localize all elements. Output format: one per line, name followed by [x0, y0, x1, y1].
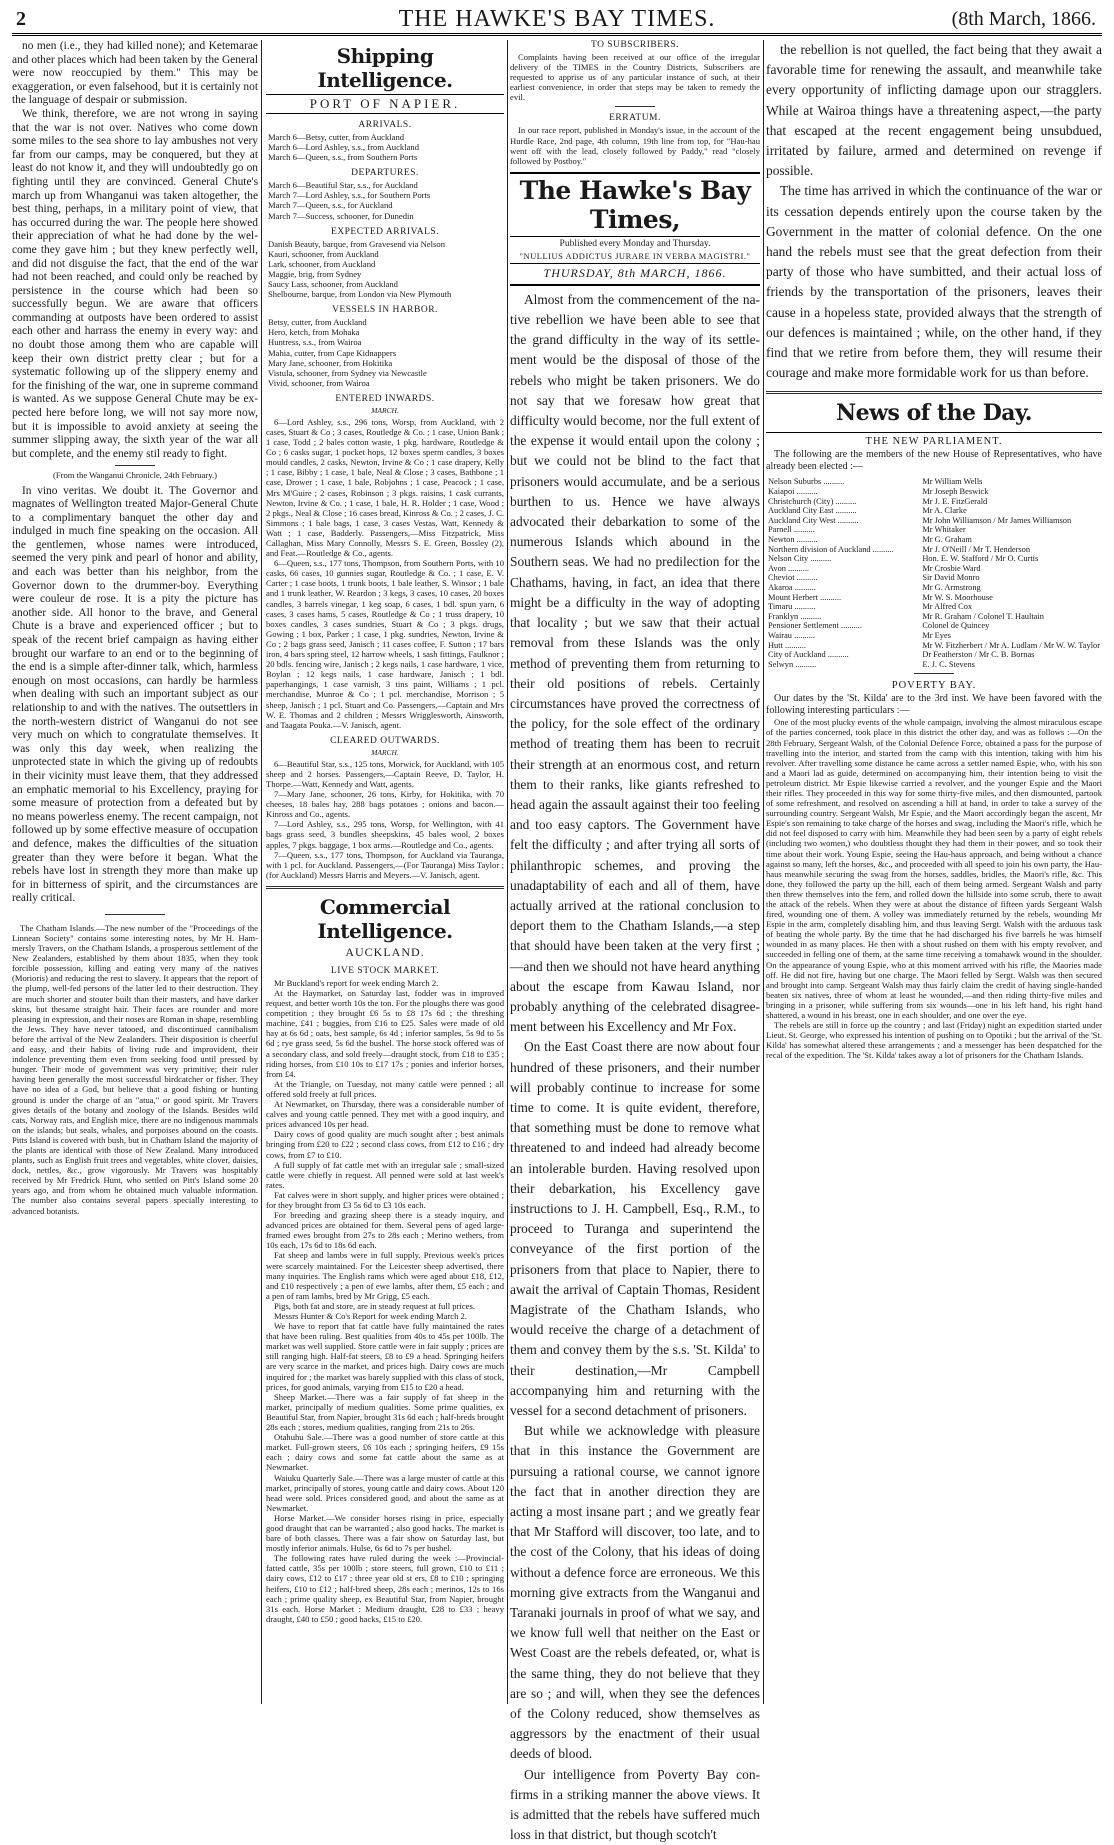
member-row — [766, 660, 1102, 670]
departure-entry: March 7—Queen, s.s., for Auckland — [268, 200, 393, 211]
column-3 — [510, 40, 760, 1843]
column-1 — [12, 40, 258, 1704]
parliament-heading: THE NEW PARLIAMENT. — [766, 432, 1102, 447]
report-paragraph: At Newmarket, on Thursday, there was a considerable number of calves and young cattle penned. They met with a good inquiry, and prices advanced 10s per head. — [266, 1099, 504, 1130]
member-name: Mr A. Clarke — [922, 506, 967, 516]
harbor-entry: Hero, ketch, from Mohaka — [268, 327, 360, 338]
paragraph: Almost from the commencement of the native rebellion we have been able to see that the grand difficulty in the way of its settlement would be the disposal of those of the rebels who might be taken prisoners. We do not say that we foresaw how great that difficulty would become, nor the full extent of the expense it would entail upon the colony ; but we could not be blind to the fact that prisoners would accumulate, and be a serious burthen to us. Hence we have always advocated their debarkation to some of the numerous Islands which abound in the Southern seas. We had no predilection for the Chathams, having, in fact, an idea that there might be a difficulty in the way of adopting that locality ; but we saw that their actual removal from these Islands was the only method of preventing them from returning to their old positions of rebels. Certainly circumstances have proved the correctness of the policy, for the sole effect of the ordinary method of treating them has been to recruit their strength at an enormous cost, and return them to their ranks, like giants refreshed to head again the assault against their too feeling and too easy captors. The Government have felt the difficulty ; and after trying all sorts of philanthropic schemes, and proving the unadaptability of each and all of them, have actually arrived at the rational conclusion to deport them to the Chatham Islands,—a step that should have been taken at the very first ;—and then we should not have heard anything about the escape from Kawau Island, nor probably anything of the celebrated disagreement between his Excellency and Mr Fox. — [510, 291, 760, 1035]
expected-list — [266, 239, 504, 300]
member-row — [766, 554, 1102, 564]
report-paragraph: Fat sheep and lambs were in full supply. Previous week's prices were scarcely maintained. For the Leicester sheep advertised, there many inquiries. The English rams which were aged about £18, £12, and £10 respectively ; a pen of ewe lambs, after them, £5 each ; and a pen of ram lambs, bred by Mr Grigg, £5 each. — [266, 1250, 504, 1301]
newspaper-title: THE HAWKE'S BAY TIMES. — [398, 6, 716, 32]
electorate: Nelson Suburbs .......... — [768, 477, 845, 487]
paragraph: In vino veritas. We doubt it. The Governor and magnates of Wellington treated Major-General Chute to a complimentary banquet the other day and indulged in much fine speaking on the occasion. All the gentlemen, whose names were introduced, seemed the very pink and pearl of honor and ability, and each was better than his neighbor, from the Governor down to the drummer-boy. Everything were couleur de rose. It is a pity the picture has another side. All honor to the brave, and General Chute is a brave and experienced officer ; but to speak of the recent brief campaign as having either brought our warfare to an end or to the beginning of the end is a simple after-dinner talk, which, harmless enough on most occasions, can hardly be harmless when dealing with such an important subject as our relationship to and with the natives. The outsettlers in the north-western district of Wanganui do not see very much on which to congratulate themselves. It was only this day week, when realizing the unprotected state in which the giving up of redoubts in their vicinity must leave them, that they addressed an emphatic memorial to his Excellency, praying for some measure of protection from a defeated but by no means powerless enemy. The recent campaign, not followed up by some effective measure of occupation and defence, makes the difficulties of the situation greater than they were before it began. What the rebels have lost in strength they more than make up for in bitterness of spirit, and the circumstances are really critical. — [12, 484, 258, 905]
outwards-entry: 7—Mary Jane, schooner, 26 tons, Kirby, for Hokitika, with 70 cheeses, 18 bales hay, 288 bags potatoes ; onions and bacon.—Kinross and Co., agents. — [266, 789, 504, 820]
paragraph: We think, therefore, we are not wrong in saying that the war is not over. Natives who come down some miles to the sea shore to lay ambushes not very far from our camps, may be conquered, but they at least do not know it, and they will undoubtedly go on fighting until they are convinced. General Chute's march up from Whanganui was taken altogether, the best thing, perhaps, in a military point of view, that has occurred during the war. The people here showed their appreciation of what he had done by the welcome they gave him ; but they knew perfectly well, and did not disguise the fact, that the end of the war had not been reached, and could only be reached by persistence in the course which had been so successfully begun. We are aware that officers commanding at outposts have been ordered to assist each other and harrass the enemy in every way: and no doubt those among them who are capable will keep their own district pretty clear ; but for a systematic following up of the slippery enemy and for the finishing of the war, one in supreme command is wanted. As we suppose General Chute may be expected here before long, we will not say more now, but it is impossible to avoid anxiety at seeing the summer slipping away, the sixth year of the war all but complete, and the enemy stil ready to fight. — [12, 107, 258, 460]
harbor-entry: Huntress, s.s., from Wairoa — [268, 337, 362, 348]
paragraph: The rebels are still in force up the country ; and last (Friday) night an expedition started under Lieut. St. George, who expressed his intention of pushing on to Opotiki ; but the arrival of the 'St. Kilda' has somewhat altered these arrangements ; and a messenger has been despatched for the recal of the expedition. The 'St. Kilda' takes away a lot of prisoners for the Chatham Islands. — [766, 1020, 1102, 1061]
departure-entry: March 7—Success, schooner, for Dunedin — [268, 210, 414, 221]
departure-entry: March 7—Lord Ashley, s.s., for Southern Ports — [268, 190, 431, 201]
expected-heading: EXPECTED ARRIVALS. — [330, 226, 440, 237]
issue-date: (8th March, 1866. — [951, 8, 1096, 30]
market-report — [266, 978, 504, 1624]
electorate: Pensioner Settlement .......... — [768, 621, 862, 631]
member-row — [766, 477, 1102, 487]
masthead-bar — [12, 6, 1102, 36]
member-name: Mr Alfred Cox — [922, 602, 973, 612]
in-vino-veritas-article — [12, 485, 258, 906]
electorate: Kaiapoi .......... — [768, 487, 818, 497]
member-name: Mr Whitaker — [922, 525, 966, 535]
paragraph: the rebellion is not quelled, the fact being that they await a favorable time for renewing the assault, and meanwhile take every opportunity of inflicting damage upon our stragglers. While at Wairoa things have a threatening aspect,—the party that escaped at the recent engagement being unsubdued, irritated by failure, armed and determined on revenge if possible. — [766, 42, 1102, 179]
member-name: Hon. E. W. Stafford / Mr O. Curtis — [922, 554, 1039, 564]
electorate: City of Auckland .......... — [768, 650, 849, 660]
inwards-entry: 6—Queen, s.s., 177 tons, Thompson, from Southern Ports, with 10 casks, 66 cases, 10 gunnies sugar, Routledge & Co. ; 1 case, E. V. Carter ; 1 case boots, 1 trunk boots, 1 bale leather, S. Winsor ; 1 bale and 1 trunk leather, W. Reardon ; 3 kegs, 3 cases, 10 cases, 20 boxes candles, 3 barrels vinegar, 1 keg soap, 6 cases, 1 bdl. spun yarn, 6 cases, 3 cases hams, 5 cases, Routledge & Co ; 1 truss drapery, 10 boxes candles, 3 cases sundries, Stuart & Co ; 3 pkgs. drugs, Gowing ; 1 box, Parker ; 1 case, 1 pkg. sundries, Newton, Irvine & Co ; 2 bags grass seed, Janisch ; 11 cases coffee, F. Sutton ; 17 bars iron, 4 bars spring steel, 12 harrow wheels, 1 sash fittings, Faulknor ; 20 bdls. fencing wire, Janisch ; 2 kegs nails, 1 case hardware, 1 vice, Boylan ; 12 kegs nails, 1 case hardware, Janisch ; 1 bdl. paperhangings, 1 case varnish, 3 tins paint, Williams ; 1 pcl. merchandise, Munroe & Co ; 1 pcl. merchandise, Morrison ; 5 sheep, Janisch ; 1 pcl. Stuart and Co. Passengers,—Captain and Mrs W. E. Thomas and 2 children ; Messrs Wrigglesworth, Ainsworth, and Taagata Pouka.—V. Janisch, agent. — [266, 558, 504, 730]
page-number: 2 — [16, 8, 26, 30]
poverty-bay-report — [766, 717, 1102, 1060]
member-name: Colonel de Quincey — [922, 621, 990, 631]
shipping-heading: Shipping Intelligence. — [317, 44, 453, 92]
member-name: Mr W. S. Moorhouse — [922, 592, 993, 602]
commercial-heading: Commercial Intelligence. — [317, 894, 453, 943]
member-row — [766, 641, 1102, 651]
members-table — [766, 477, 1102, 669]
expected-entry: Shelbourne, barque, from London via New Plymouth — [268, 289, 452, 300]
member-name: Mr J. E. FitzGerald — [922, 496, 988, 506]
member-name: Sir David Monro — [922, 573, 980, 583]
outwards-list — [266, 759, 504, 880]
harbor-entry: Vistula, schooner, from Sydney via Newcastle — [268, 367, 427, 378]
electorate: Parnell .......... — [768, 525, 815, 535]
paragraph: The Chatham Islands.—The new number of the "Proceedings of the Linnean Society" contains some interesting notes, by Mr H. Hammersly Travers, on the Chatham Islands, a prosperous settlement of the New Zealanders, established by them about 1835, when they took forcible possession, killing and eating very many of the natives (Morioris) and reducing the rest to slavery. It appears that the report of the plump, well-fed persons of the latter led to their destruction. They are much shorter and stouter built than their masters, and have darker skins, but thesame straight hair. Their faces are rounder and more pleasing in expression, and their noses are Roman in shape, resembling the Jews. They have never tatooed, and discontinued cannibalism before the arrival of the New Zealanders. Their disposition is cheerful and easy, and their habits of living rude and improvident, their indolence preventing them even from seeking food until pressed by hunger. Their mode of government was very primitive; their ruler having been generally the most successful birdcatcher or fisher. They have no idea of a God, but believe that a good fishing or hunting ground is under the charge of an "atua," or good spirit. Mr Travers gives details of the botany and zoology of the Islands. Besides wild cats, Norway rats, and English mice, there are no indigenous mammals on the islands; but seals, whales, and porpoises abound on the coasts. Pitts Island is covered with bush, but in Chatham Island the majority of the plants are identical with those of New Zealand. Many introduced plants, such as English fruit trees and vegetables, white clover, daisies, dock, nettles, &c., grow vigorously. Mr Travers was hospitably received by Mr Fredrick Hunt, who settled on Pitt's Island some 20 years ago, and from whom he obtained much valuable information. The number also contains several papers specially interesting to advanced botanists. — [12, 922, 258, 1216]
member-row — [766, 650, 1102, 660]
editorial-continued — [12, 40, 258, 461]
member-row — [766, 487, 1102, 497]
outwards-entry: 7—Lord Ashley, s.s., 295 tons, Worsp, for Wellington, with 41 bags grass seed, 3 bundles sheepskins, 45 bales wool, 2 boxes apples, 7 pkgs. baggage, 1 box arms.—Routledge and Co., agents. — [266, 819, 504, 850]
source-credit: (From the Wanganui Chronicle, 24th February.) — [53, 470, 217, 481]
electorate: Franklyn .......... — [768, 611, 822, 621]
chatham-islands-article — [12, 923, 258, 1216]
report-paragraph: At the Triangle, on Tuesday, not many cattle were penned ; all offered sold freely at full prices. — [266, 1078, 504, 1099]
electorate: Akaroa .......... — [768, 582, 816, 592]
harbor-entry: Vivid, schooner, from Wairoa — [268, 377, 370, 388]
member-name: Mr W. Fitzherbert / Mr A. Ludlam / Mr W. W. Taylor — [922, 640, 1100, 650]
electorate: Nelson City .......... — [768, 554, 832, 564]
harbor-entry: Betsy, cutter, from Auckland — [268, 317, 367, 328]
outwards-entry: 7—Queen, s.s., 177 tons, Thompson, for Auckland via Tauranga, with 1 pcl. for Auckland. Passengers,—(For Tauranga) Miss Taylor ; (for Auckland) Messrs Harris and Meyers.—V. Janisch, agent. — [266, 849, 504, 880]
expected-entry: Lark, schooner, from Auckland — [268, 258, 376, 269]
subscribers-notice: Complaints having been received at our office of the irregular delivery of the TIMES in the Country Districts, Subscribers are requested to apprise us of any particular instance of such, at their earliest convenience, in order that steps may be taken to remedy the evil. — [510, 52, 760, 103]
paragraph: On the East Coast there are now about four hundred of these prisoners, and their number will probably continue to increase for some time to come. It is quite evident, therefore, that something must be done to remove what threatened to and indeed had already become an intolerable burden. Having resolved upon their debarkation, his Excellency gave instructions to J. H. Campbell, Esq., R.M., to proceed to Turanga and superintend the conveyance of the first portion of the prisoners from that place to Napier, there to await the arrival of Captain Thomas, Resident Magistrate of the Chatham Islands, who would receive the charge of a detachment of them and convey them by the s.s. 'St. Kilda' to their destination,—Mr Campbell accompanying him and returning with the vessel for a second detachment of prisoners. — [510, 1039, 760, 1419]
inwards-list — [266, 417, 504, 730]
paragraph: no men (i.e., they had killed none); and Ketemarae and other places which had been taken by the General were now reoccupied by them." This may be exaggeration, or even falsehood, but it is certainly not the language of despair or submission. — [12, 40, 258, 107]
member-row — [766, 612, 1102, 622]
report-paragraph: A full supply of fat cattle met with an irregular sale ; small-sized cattle were chiefly in request. All penned were sold at last week's rates. — [266, 1159, 504, 1190]
report-paragraph: Sheep Market.—There was a fair supply of fat sheep in the market, principally of medium qualities. Some prime qualities, ex Beautiful Star, from Napier, brought 31s 6d each ; half-breds brought 28s each ; stores, medium qualities, ranging from 21s to 26s. — [266, 1391, 504, 1433]
departures-list — [266, 180, 504, 220]
member-row — [766, 506, 1102, 516]
expected-entry: Saucy Lass, schooner, from Auckland — [268, 279, 398, 290]
electorate: Auckland City West .......... — [768, 515, 859, 525]
member-name: Mr G. Graham — [922, 535, 972, 545]
auckland-heading: AUCKLAND. — [345, 944, 425, 959]
arrival-entry: March 6—Queen, s.s., from Southern Ports — [268, 152, 418, 163]
expected-entry: Maggie, brig, from Sydney — [268, 268, 362, 279]
arrival-entry: March 6—Betsy, cutter, from Auckland — [268, 132, 405, 142]
erratum-notice: In our race report, published in Monday's issue, in the account of the Hurdle Race, 2nd page, 4th column, 19th line from top, for "Hau-hau went off with the lead, closely followed by Paddy," read "closely followed by Postboy." — [510, 125, 760, 166]
departures-heading: DEPARTURES. — [351, 168, 419, 179]
member-name: Dr Featherston / Mr C. B. Bornas — [922, 650, 1035, 660]
market-heading: LIVE STOCK MARKET. — [330, 965, 440, 976]
electorate: Hutt .......... — [768, 640, 806, 650]
inwards-entry: 6—Lord Ashley, s.s., 296 tons, Worsp, from Auckland, with 2 cases, Stuart & Co ; 3 cases, Routledge & Co. ; 1 case, Union Bank ; 1 case, Todd ; 2 bales cotton waste, 1 pkg. hardware, Routledge & Co ; 6 casks sugar, 1 pocket hops, 12 boxes sperm candles, 3 boxes mould candles, 2 casks, Newton, Irvine & Co ; 1 case drapery, Kelly ; 1 case, Bibby ; 1 case, 1 bale, Neal & Close ; 3 cases, Bathbone ; 1 case, Drower ; 1 case, 1 bale, Robjohns ; 1 case, Peacock ; 1 case, Mrs M'Guire ; 2 cases, Robinson ; 3 pkgs. raisins, 1 cask currants, Newton, Irvine & Co. ; 1 case, 1 bale, H. R. Holder ; 1 case, Wood ; 2 pkgs., Neal & Close ; 16 cases bread, Kinross & Co. ; 2 cases, J. C. Simmons ; 1 bale bags, 1 case, 3 cases Vestas, Watt, Kennedy & Watt ; 1 case, Badderly. Passengers,—Miss Fitzpatrick, Miss Callaghan, Miss Mary Connolly, Messrs S. E. Green, Bossley (2), and Feat.—Routledge & Co., agents. — [266, 416, 504, 559]
member-row — [766, 583, 1102, 593]
member-name: Mr J. O'Neill / Mr T. Henderson — [922, 544, 1031, 554]
member-row — [766, 497, 1102, 507]
member-name: Mr William Wells — [922, 477, 983, 487]
member-row — [766, 545, 1102, 555]
member-name: Mr Crosbie Ward — [922, 563, 981, 573]
expected-entry: Kauri, schooner, from Auckland — [268, 248, 379, 259]
member-row — [766, 573, 1102, 583]
harbor-heading: VESSELS IN HARBOR. — [332, 305, 438, 316]
member-row — [766, 602, 1102, 612]
leader-date: THURSDAY, 8th MARCH, 1866. — [510, 264, 760, 286]
member-name: Mr Eyes — [922, 630, 951, 640]
column-rule — [507, 40, 508, 1704]
paragraph: Our intelligence from Poverty Bay confirms in a striking manner the above views. It is admitted that the rebels have suffered much loss in that district, but though scotch't — [510, 1766, 760, 1843]
report-paragraph: For breeding and grazing sheep there is a steady inquiry, and advanced prices are obtained for them. Several pens of aged large-framed ewes brought from 27s to 28s each ; Merino wethers, from 10s each, 17s 6d to 18s 6d each. — [266, 1210, 504, 1251]
subscribers-heading: TO SUBSCRIBERS. — [590, 40, 680, 50]
member-row — [766, 535, 1102, 545]
harbor-list — [266, 317, 504, 388]
member-row — [766, 621, 1102, 631]
electorate: Mount Herbert .......... — [768, 592, 842, 602]
report-paragraph: The following rates have ruled during the week :—Provincial-fatted cattle, 35s per 100lb ; store steers, full grown, £10 to £11 ; dairy cows, £12 to £17 ; three year old st ers, £8 to £10 ; springing heifers, £10 to £12 ; half-bred sheep, 28s each ; merinos, 12s to 16s each ; prime quality sheep, ex Beautiful Star, from Napier, brought 31s each. Horse Market : Medium draught, £28 to £33 ; heavy draught, £40 to £50 ; good hacks, £15 to £20. — [266, 1553, 504, 1624]
poverty-bay-intro: Our dates by the 'St. Kilda' are to the 3rd inst. We have been favored with the following interesting particulars :— — [766, 693, 1102, 717]
electorate: Christchurch (City) .......... — [768, 496, 857, 506]
news-heading: News of the Day. — [836, 400, 1032, 427]
port-heading: PORT OF NAPIER. — [266, 94, 504, 114]
report-paragraph: Otahuhu Sale.—There was a good number of store cattle at this market. Full-grown steers, £6 10s each ; springing heifers, £9 15s each ; dairy cows and some fat cattle about the same as at Newmarket. — [266, 1432, 504, 1473]
parliament-intro: The following are the members of the new House of Representatives, who have already been elected :— — [766, 449, 1102, 473]
paper-nameplate: The Hawke's Bay Times, — [510, 172, 760, 237]
harbor-entry: Mahia, cutter, from Cape Kidnappers — [268, 347, 397, 358]
electorate: Newton .......... — [768, 535, 818, 545]
electorate: Timaru .......... — [768, 602, 816, 612]
month-label: MARCH. — [371, 747, 399, 757]
paragraph: The time has arrived in which the continuance of the war or its cessation depends entirely upon the course taken by the Government in the matter of colonial defence. On the one hand the rebels must see that the great defection from their party of those who have sumbitted, and their actual loss of friends by the transportation of the prisoners, leaves their cause in a hopeless state, provided always that the strength of our defences is maintained ; while, on the other hand, if they find that we retire from before them, they will resume their courage and make more formidable work for us than before. — [766, 183, 1102, 381]
month-label: MARCH. — [371, 405, 399, 415]
report-paragraph: Pigs, both fat and store, are in steady request at full prices. — [274, 1300, 475, 1311]
harbor-entry: Mary Jane, schooner, from Hokitika — [268, 357, 393, 368]
member-row — [766, 564, 1102, 574]
paragraph: But while we acknowledge with pleasure that in this instance the Government are pursuing a rational course, we cannot ignore the fact that in another direction they are acting a most insane part ; and we greatly fear that Mr Stafford will discover, too late, and to the cost of the Colony, that his ideas of doing without a defence force are erroneous. We this morning give extracts from the Wanganui and Taranaki journals in proof of what we say, and we know full well that neither on the East or West Coast are the rebels defeated, or, what is the same thing, they do not believe that they are so ; and will, when they see the defences of the Colony reduced, show themselves as aggressors by the enactment of their usual deeds of blood. — [510, 1423, 760, 1762]
electorate: Avon .......... — [768, 563, 810, 573]
departure-entry: March 6—Beautiful Star, s.s., for Auckland — [268, 180, 418, 191]
arrivals-heading: ARRIVALS. — [358, 120, 412, 130]
report-paragraph: Messrs Hunter & Co's Report for week ending March 2. — [274, 1311, 467, 1321]
electorate: Auckland City East .......... — [768, 506, 857, 516]
outwards-heading: CLEARED OUTWARDS. — [330, 735, 440, 746]
report-paragraph: Waiuku Quarterly Sale.—There was a large muster of cattle at this market, principally of stores, young cattle and dairy cows. About 120 head were sold. Prices considered good, and about the same as at Newmarket. — [266, 1472, 504, 1513]
inwards-heading: ENTERED INWARDS. — [335, 393, 435, 404]
leader-article — [510, 290, 760, 1845]
leader-article-continued — [766, 40, 1102, 383]
column-2 — [266, 40, 504, 1704]
member-name: Mr Joseph Beswick — [922, 487, 989, 497]
outwards-entry: 6—Beautiful Star, s.s., 125 tons, Morwick, for Auckland, with 105 sheep and 2 horses. Passengers,—Captain Reeve, D. Taylor, H. Thorpe.—Watt, Kennedy and Watt, agents. — [266, 758, 504, 789]
expected-entry: Danish Beauty, barque, from Gravesend via Nelson — [268, 238, 445, 249]
column-rule — [261, 40, 262, 1704]
paragraph: One of the most plucky events of the whole campaign, involving the almost miraculous escape of the parties concerned, took place in this district the other day, and was as follows :—On the 28th February, Sergeant Walsh, of the Colonial Defence Force, obtained a pass for the purpose of travelling into the interior, and started from the camp with this intention, taking with him his revolver. After travelling some distance he came across a settler named Espie, who, with his son and a Maori lad as guide, determined on accompanying him, their intention being to visit the petroleum district. Mr Espie likewise carried a revolver, and the younger Espie and the Maori their rifles. They proceeded in this way for some thirty-five miles, and then dismounted, partook of some refreshment, and resolved on ascending a hill at hand, in order to take a survey of the surrounding country. Sergeant Walsh, Mr Espie, and the Maori accordingly began the ascent, Mr Espie's son remaining to take charge of the horses and swag, including the Maori's rifle, which he did not feel disposed to carry with him. Meanwhile they had been seen by a party of eight rebels (including two women,) who doubtless thought they had them in their power, and so took their time about their work. Young Espie, seeing the Hau-haus approach, and being without a chance against so many, left the horses, &c., and proceeded with all speed to join his own party, the Hau-haus meanwhile securing the swag from the horses, saddles, bridles, the Maori's rifle, &c. This done, they followed the party up the hill, each of them being armed. Sergeant Walsh and party then threw themselves into the fern, and rolled down the hillside into some scrub, there to await the attack of the rebels. When they were at about the distance of fifteen yards Sergeant Walsh fired, wounding one of them. A volley was immediately returned by the rebels, wounding Mr Espie in the arm, completely disabling him, and thus leaving Sergt. Walsh with the arduous task of beating the whole party. By the time that he had discharged his five barrels he was himself wounded in as many places. He then with a shout rushed on them with his empty revolver, and succeeded in felling one of them, at the same time receiving a tomahawk wound in the shoulder. On the appearance of young Espie, who at this moment arrived with his rifle, the Maories made off. He did not fire, having but one charge. The Maori felled by Sergt. Walsh was then secured and brought into camp. Sergeant Walsh may thus fairly claim the credit of having single-handed beaten six natives, three of whom at least he wounded,—and then riding thirty-five miles and bringing in a prisoner, while suffering from six wounds—one in his left hand, his right hand shattered, a wound in his breast, one in each shoulder, and one over the eye. — [766, 717, 1102, 1021]
column-4 — [766, 40, 1102, 1704]
arrivals-list — [266, 132, 504, 162]
report-paragraph: Dairy cows of good quality are much sought after ; best animals bringing from £20 to £22 ; second class cows, from £12 to £16 ; dry cows, from £7 to £10. — [266, 1129, 504, 1160]
member-name: Mr R. Graham / Colonel T. Haultain — [922, 611, 1044, 621]
report-paragraph: At the Haymarket, on Saturday last, fodder was in improved request, and better worth 10s the ton. For the ploughs there was good competition ; they brought £6 5s to £8 17s 6d ; the threshing machine, £41 ; buggies, from £16 to £25. Sales were made of old hay at 6s 6d ; oats, best sample, 6s 4d ; inferior samples, 5s 9d to 5s 6d ; rye grass seed, 5s 6d the bushel. The horse stock offered was of a secondary class, and sold freely—draught stock, from £18 to £35 ; riding horses, from £10 10s to £17 17s ; ponies and inferior horses, from £4. — [266, 988, 504, 1079]
member-name: E. J. C. Stevens — [922, 659, 975, 669]
publication-days: Published every Monday and Thursday. — [559, 238, 711, 249]
poverty-bay-heading: POVERTY BAY. — [891, 680, 977, 692]
erratum-heading: ERRATUM. — [609, 113, 661, 124]
electorate: Northern division of Auckland .......... — [768, 544, 894, 554]
report-paragraph: Fat calves were in short supply, and higher prices were obtained ; for they brought from £3 5s 6d to £3 10s each. — [266, 1189, 504, 1210]
report-paragraph: Horse Market.—We consider horses rising in price, especially good draught that can be warranted ; also good hacks. The market is bare of both classes. There was a fair show on Saturday last, but mostly inferior animals. Hulse, 6s 6d to 7s per bushel. — [266, 1512, 504, 1554]
arrival-entry: March 6—Lord Ashley, s.s., from Auckland — [268, 142, 420, 153]
member-name: Mr John Williamson / Mr James Williamson — [922, 515, 1072, 525]
electorate: Cheviot .......... — [768, 573, 818, 583]
motto: "NULLIUS ADDICTUS JURARE IN VERBA MAGISTRI." — [510, 251, 760, 264]
electorate: Selwyn .......... — [768, 659, 817, 669]
report-paragraph: Mr Buckland's report for week ending March 2. — [274, 977, 439, 988]
electorate: Wairau .......... — [768, 630, 816, 640]
member-row — [766, 516, 1102, 526]
member-name: Mr G. Armstrong — [922, 582, 981, 592]
member-row — [766, 593, 1102, 603]
column-rule — [763, 40, 764, 1704]
member-row — [766, 525, 1102, 535]
member-row — [766, 631, 1102, 641]
report-paragraph: We have to report that fat cattle have fully maintained the rates that have been ruling. Best qualities from 40s to 45s per 100lb. The market was well supplied. Store cattle were in fair supply ; prices are still ranging high. Half-fat steers, £8 to £9 a head. Springing heifers are very scarce in the market, and prices high. Dairy cows are much inquired for ; the market was barely supplied with this class of stock, prices, for good animals, varying from £15 to £20 a head. — [266, 1321, 504, 1392]
